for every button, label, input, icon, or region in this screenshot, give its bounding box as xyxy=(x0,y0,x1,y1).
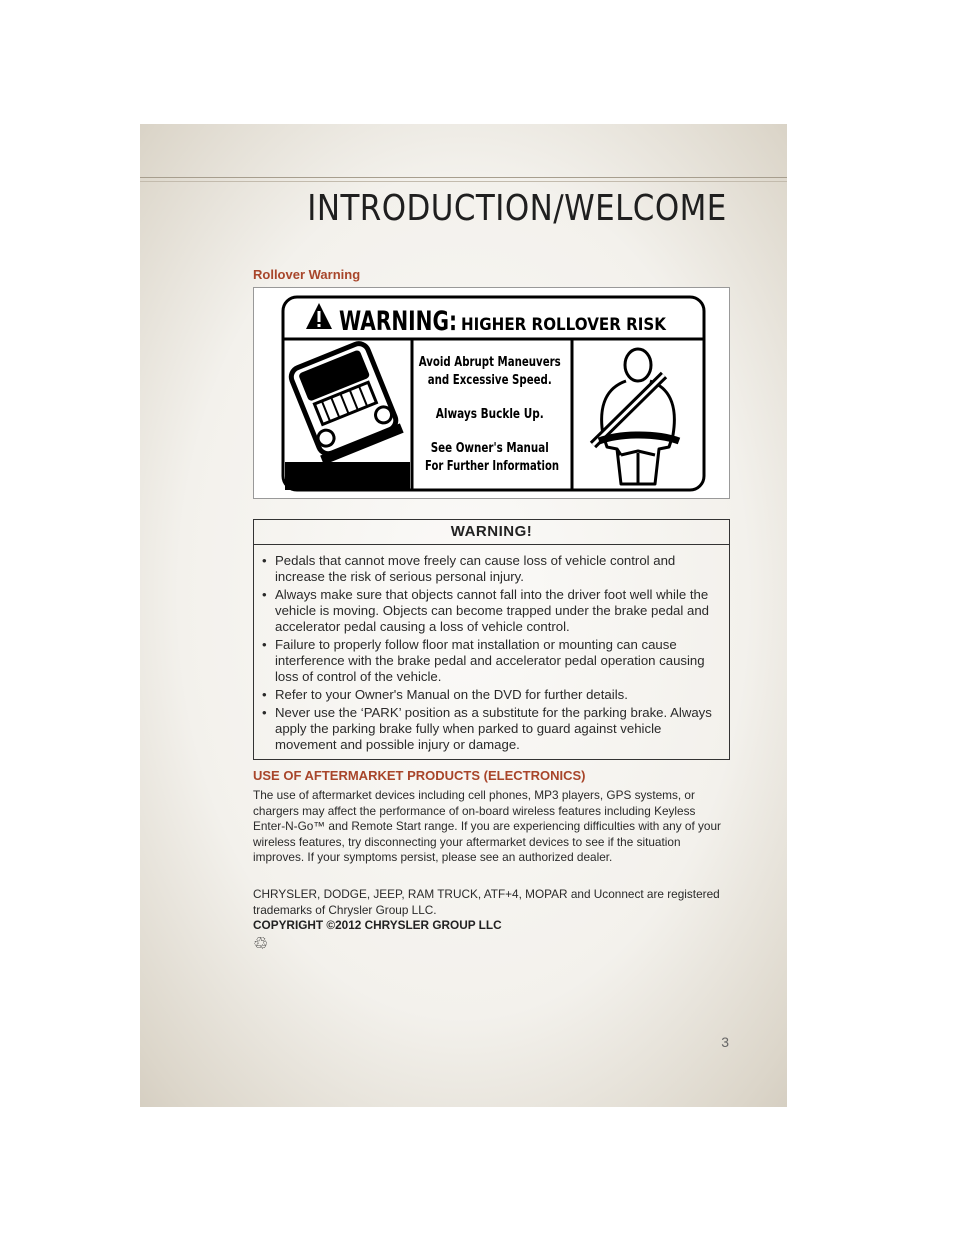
recycle-icon: ♲ xyxy=(253,934,269,954)
svg-text:WARNING: xyxy=(339,306,457,337)
warning-item: • Failure to properly follow floor mat installation or mounting can cause interference with the brake pedal and accelerator pedal operation causing loss of control of the vehicle. xyxy=(262,637,721,685)
aftermarket-paragraph: The use of aftermarket devices including cell phones, MP3 players, GPS systems, or chargers may affect the performance of on-board wireless features including Keyless Enter-N-Go™ and Remote Start range. If you are experiencing difficulties with any of your wireless features, try disconnecting your aftermarket devices to see if the situation improves. If your symptoms persist, please see an authorized dealer. xyxy=(253,788,721,864)
label-line-3: Always Buckle Up. xyxy=(435,407,544,422)
label-risk-text: HIGHER ROLLOVER RISK xyxy=(461,315,667,335)
rollover-label-graphic xyxy=(281,295,706,492)
warning-item: • Pedals that cannot move freely can cause loss of vehicle control and increase the risk of serious personal injury. xyxy=(262,553,721,585)
label-line-1: Avoid Abrupt Maneuvers xyxy=(418,355,561,370)
rollover-heading: Rollover Warning xyxy=(253,267,361,282)
warning-item: • Never use the ‘PARK’ position as a substitute for the parking brake. Always apply the parking brake fully when parked to guard against vehicle movement and possible injury or damage. xyxy=(262,705,721,753)
label-warning-word: WARNING: xyxy=(339,306,457,337)
label-line-4: See Owner's Manual xyxy=(430,441,549,456)
label-line-2: and Excessive Speed. xyxy=(427,373,552,388)
label-line-5: For Further Information xyxy=(425,459,559,474)
rollover-warning-label xyxy=(253,287,730,499)
copyright-notice: COPYRIGHT ©2012 CHRYSLER GROUP LLC xyxy=(253,918,502,932)
page-title: INTRODUCTION/WELCOME xyxy=(307,188,727,229)
trademarks-paragraph: CHRYSLER, DODGE, JEEP, RAM TRUCK, ATF+4, MOPAR and Uconnect are registered trademarks of Chrysler Group LLC. xyxy=(253,887,720,917)
header-rule xyxy=(140,177,787,178)
warning-item: • Always make sure that objects cannot fall into the driver foot well while the vehicle is moving. Objects can become trapped under the brake pedal and accelerator pedal causing a loss of vehicle control. xyxy=(262,587,721,635)
warning-list xyxy=(254,545,729,753)
page-number: 3 xyxy=(721,1034,729,1050)
warning-title: WARNING! xyxy=(254,520,729,545)
aftermarket-heading: USE OF AFTERMARKET PRODUCTS (ELECTRONICS) xyxy=(253,768,586,783)
warning-box xyxy=(253,519,730,760)
warning-item: • Refer to your Owner's Manual on the DVD for further details. xyxy=(262,687,721,703)
header-rule-secondary xyxy=(140,181,787,182)
manual-page xyxy=(140,124,787,1107)
